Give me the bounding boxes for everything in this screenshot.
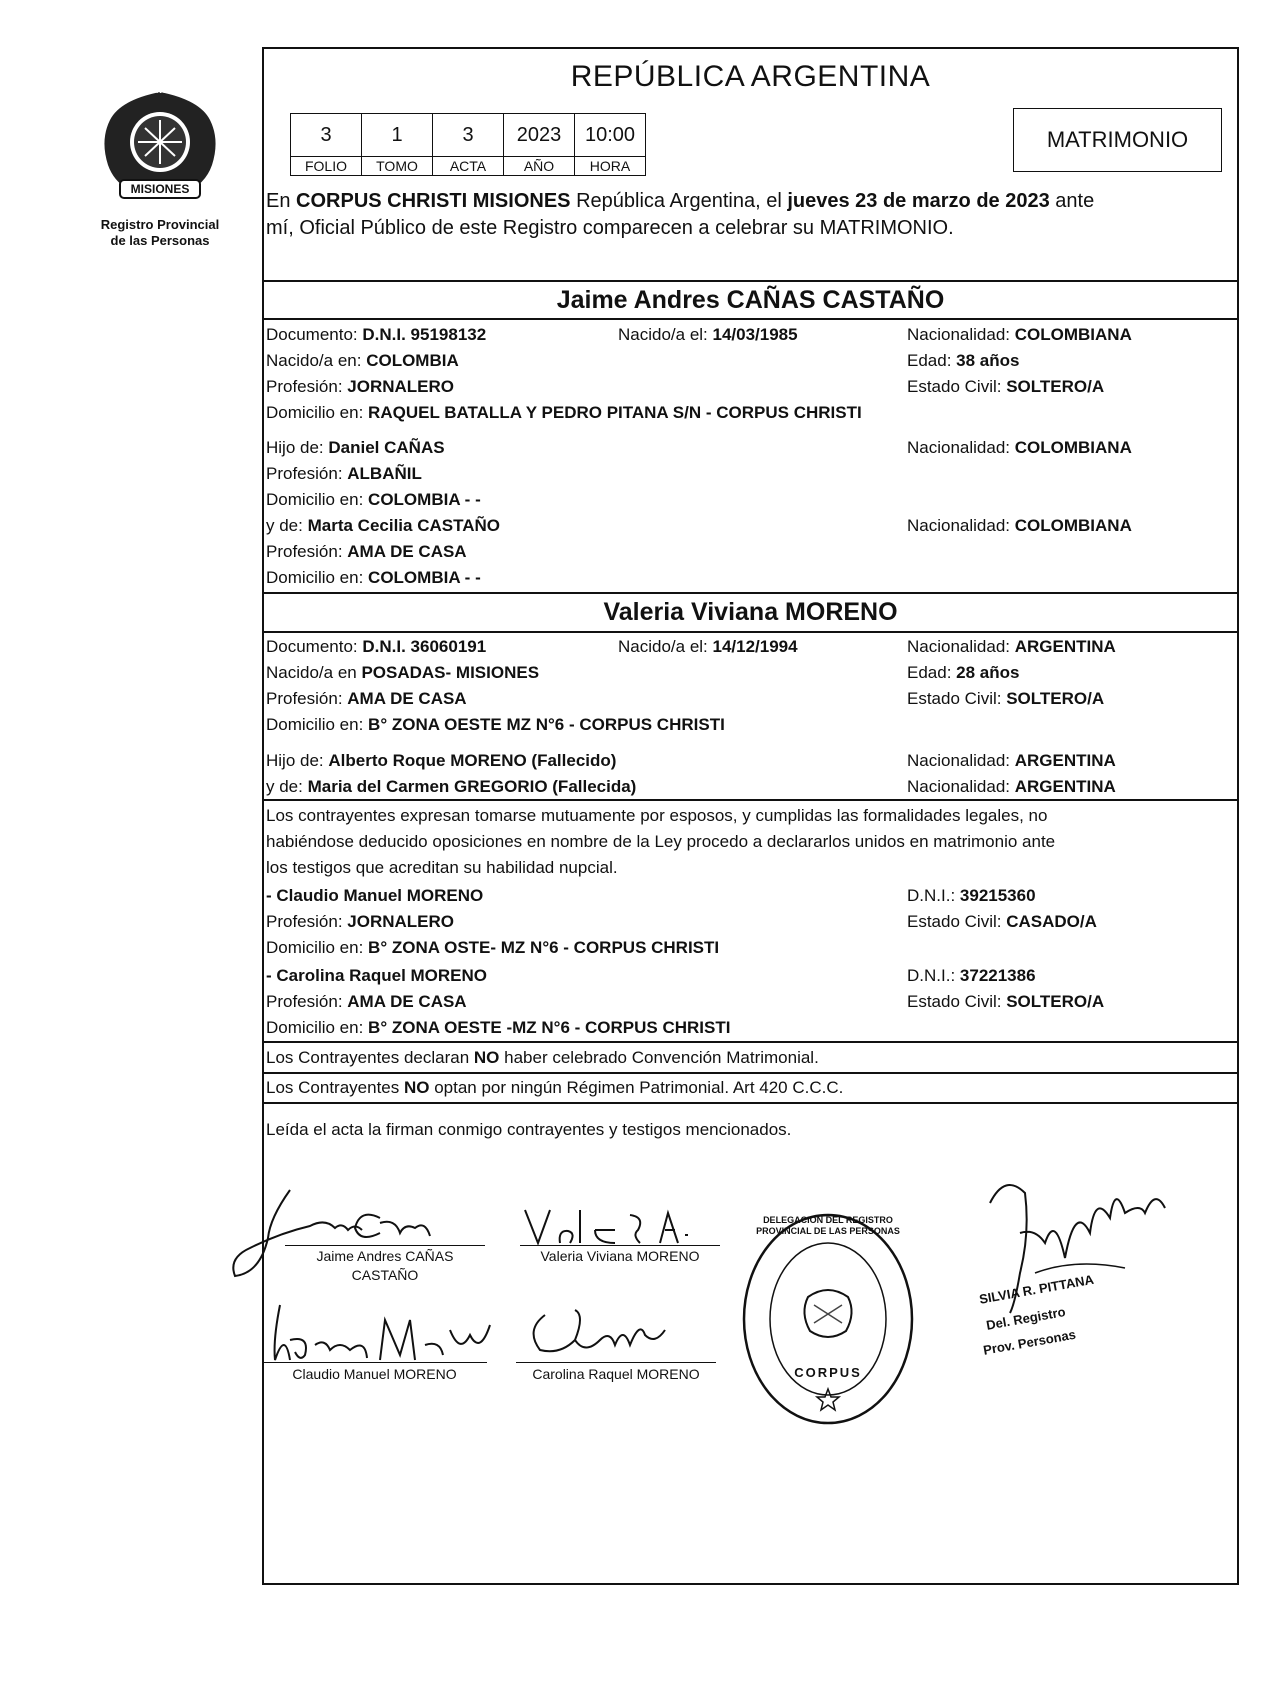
witness2-signature-label: Carolina Raquel MORENO xyxy=(532,1366,700,1382)
spouse1-father-nationality: Nacionalidad: COLOMBIANA xyxy=(907,438,1132,457)
document-title: REPÚBLICA ARGENTINA xyxy=(570,60,931,93)
record-type: MATRIMONIO xyxy=(1046,127,1189,152)
stamp-ring-text: DELEGACION DEL REGISTRO PROVINCIAL DE LAS PERSONAS xyxy=(756,1215,900,1236)
witness1-dni: D.N.I.: 39215360 xyxy=(907,886,1036,905)
spouse2-birth-place: Nacido/a en POSADAS- MISIONES xyxy=(266,663,540,682)
hora-value: 10:00 xyxy=(574,113,646,157)
spouse2-name: Valeria Viviana MORENO xyxy=(603,598,898,626)
divider xyxy=(262,318,1239,320)
witness2-signature-line xyxy=(516,1362,716,1363)
spouse1-name: Jaime Andres CAÑAS CASTAÑO xyxy=(556,286,945,314)
official-office: Prov. Personas xyxy=(982,1326,1077,1358)
spouse1-nationality: Nacionalidad: COLOMBIANA xyxy=(907,325,1132,344)
spouse1-age: Edad: 38 años xyxy=(907,351,1020,370)
divider xyxy=(262,592,1239,594)
folio-label: FOLIO xyxy=(290,156,362,176)
spouse1-birth-place: Nacido/a en: COLOMBIA xyxy=(266,351,459,370)
spouse2-profession: Profesión: AMA DE CASA xyxy=(266,689,467,708)
spouse1-document: Documento: D.N.I. 95198132 xyxy=(266,325,487,344)
witness2-dni: D.N.I.: 37221386 xyxy=(907,966,1036,985)
closing-statement: Leída el acta la firman conmigo contrayentes y testigos mencionados. xyxy=(266,1120,792,1139)
witness1-signature-line xyxy=(262,1362,487,1363)
regime-statement: Los Contrayentes NO optan por ningún Régimen Patrimonial. Art 420 C.C.C. xyxy=(266,1078,844,1097)
declaration-line2: habiéndose deducido oposiciones en nombre de la Ley procedo a declararlos unidos en matrimonio ante xyxy=(266,832,1056,851)
acta-label: ACTA xyxy=(432,156,504,176)
intro-place: CORPUS CHRISTI MISIONES xyxy=(296,190,571,212)
witness1-profession: Profesión: JORNALERO xyxy=(266,912,454,931)
spouse2-signature-line xyxy=(520,1245,720,1246)
registry-name-line1: Registro Provincial xyxy=(100,217,220,232)
witness1-signature-label: Claudio Manuel MORENO xyxy=(292,1366,457,1382)
spouse2-address: Domicilio en: B° ZONA OESTE MZ N°6 - CORPUS CHRISTI xyxy=(266,715,725,734)
anio-value: 2023 xyxy=(503,113,575,157)
registry-seal xyxy=(90,80,230,210)
seal-bottom-text: MISIONES xyxy=(130,182,190,196)
tomo-label: TOMO xyxy=(361,156,433,176)
intro-date: jueves 23 de marzo de 2023 xyxy=(787,190,1050,212)
spouse2-father-nationality: Nacionalidad: ARGENTINA xyxy=(907,751,1116,770)
spouse1-signature-line xyxy=(285,1245,485,1246)
intro-line1: En CORPUS CHRISTI MISIONES República Argentina, el jueves 23 de marzo de 2023 ante xyxy=(266,190,1095,212)
seal-top-text: PROVINCIA DE xyxy=(131,86,189,95)
acta-value: 3 xyxy=(432,113,504,157)
witness2-civil-status: Estado Civil: SOLTERO/A xyxy=(907,992,1105,1011)
witness2-name: - Carolina Raquel MORENO xyxy=(266,966,488,985)
spouse1-civil-status: Estado Civil: SOLTERO/A xyxy=(907,377,1105,396)
witness2-signature xyxy=(515,1300,695,1370)
convention-statement: Los Contrayentes declaran NO haber celebrado Convención Matrimonial. xyxy=(266,1048,819,1067)
divider xyxy=(262,799,1239,801)
spouse1-mother-address: Domicilio en: COLOMBIA - - xyxy=(266,568,481,587)
divider xyxy=(262,1072,1239,1074)
record-type-box xyxy=(1013,108,1222,172)
declaration-line1: Los contrayentes expresan tomarse mutuamente por esposos, y cumplidas las formalidades legales, no xyxy=(266,806,1048,825)
tomo-value: 1 xyxy=(361,113,433,157)
spouse2-signature-label: Valeria Viviana MORENO xyxy=(540,1248,700,1264)
witness1-name: - Claudio Manuel MORENO xyxy=(266,886,484,905)
spouse2-signature xyxy=(520,1205,720,1275)
witness1-address: Domicilio en: B° ZONA OSTE- MZ N°6 - CORPUS CHRISTI xyxy=(266,938,720,957)
spouse2-document: Documento: D.N.I. 36060191 xyxy=(266,637,487,656)
spouse1-father-address: Domicilio en: COLOMBIA - - xyxy=(266,490,481,509)
intro-line2: mí, Oficial Público de este Registro comparecen a celebrar su MATRIMONIO. xyxy=(266,217,954,239)
spouse1-signature-label-line1: Jaime Andres CAÑAS xyxy=(316,1248,454,1264)
spouse1-mother-profession: Profesión: AMA DE CASA xyxy=(266,542,467,561)
spouse1-profession: Profesión: JORNALERO xyxy=(266,377,454,396)
spouse2-nationality: Nacionalidad: ARGENTINA xyxy=(907,637,1116,656)
divider xyxy=(262,280,1239,282)
spouse1-birth-date: Nacido/a el: 14/03/1985 xyxy=(618,325,798,344)
divider xyxy=(262,1041,1239,1043)
witness2-address: Domicilio en: B° ZONA OESTE -MZ N°6 - CORPUS CHRISTI xyxy=(266,1018,731,1037)
spouse1-mother-nationality: Nacionalidad: COLOMBIANA xyxy=(907,516,1132,535)
registry-stamp xyxy=(742,1213,914,1425)
spouse2-birth-date: Nacido/a el: 14/12/1994 xyxy=(618,637,798,656)
official-name: SILVIA R. PITTANA xyxy=(978,1271,1095,1307)
spouse2-civil-status: Estado Civil: SOLTERO/A xyxy=(907,689,1105,708)
spouse1-father-profession: Profesión: ALBAÑIL xyxy=(266,464,422,483)
spouse2-mother-nationality: Nacionalidad: ARGENTINA xyxy=(907,777,1116,796)
hora-label: HORA xyxy=(574,156,646,176)
spouse1-signature-label-line2: CASTAÑO xyxy=(351,1267,419,1283)
folio-value: 3 xyxy=(290,113,362,157)
spouse2-father: Hijo de: Alberto Roque MORENO (Fallecido) xyxy=(266,751,617,770)
spouse1-father: Hijo de: Daniel CAÑAS xyxy=(266,438,445,457)
registry-name-line2: de las Personas xyxy=(110,233,210,248)
official-title: Del. Registro xyxy=(985,1304,1067,1333)
divider xyxy=(262,631,1239,633)
witness1-civil-status: Estado Civil: CASADO/A xyxy=(907,912,1097,931)
divider xyxy=(262,1102,1239,1104)
spouse1-mother: y de: Marta Cecilia CASTAÑO xyxy=(266,516,500,535)
spouse2-age: Edad: 28 años xyxy=(907,663,1020,682)
witness2-profession: Profesión: AMA DE CASA xyxy=(266,992,467,1011)
spouse1-address: Domicilio en: RAQUEL BATALLA Y PEDRO PITANA S/N - CORPUS CHRISTI xyxy=(266,403,862,422)
stamp-icon xyxy=(742,1213,914,1425)
stamp-center-text: CORPUS xyxy=(794,1365,862,1380)
spouse2-mother: y de: Maria del Carmen GREGORIO (Fallecida) xyxy=(266,777,637,796)
anio-label: AÑO xyxy=(503,156,575,176)
declaration-line3: los testigos que acreditan su habilidad nupcial. xyxy=(266,858,618,877)
